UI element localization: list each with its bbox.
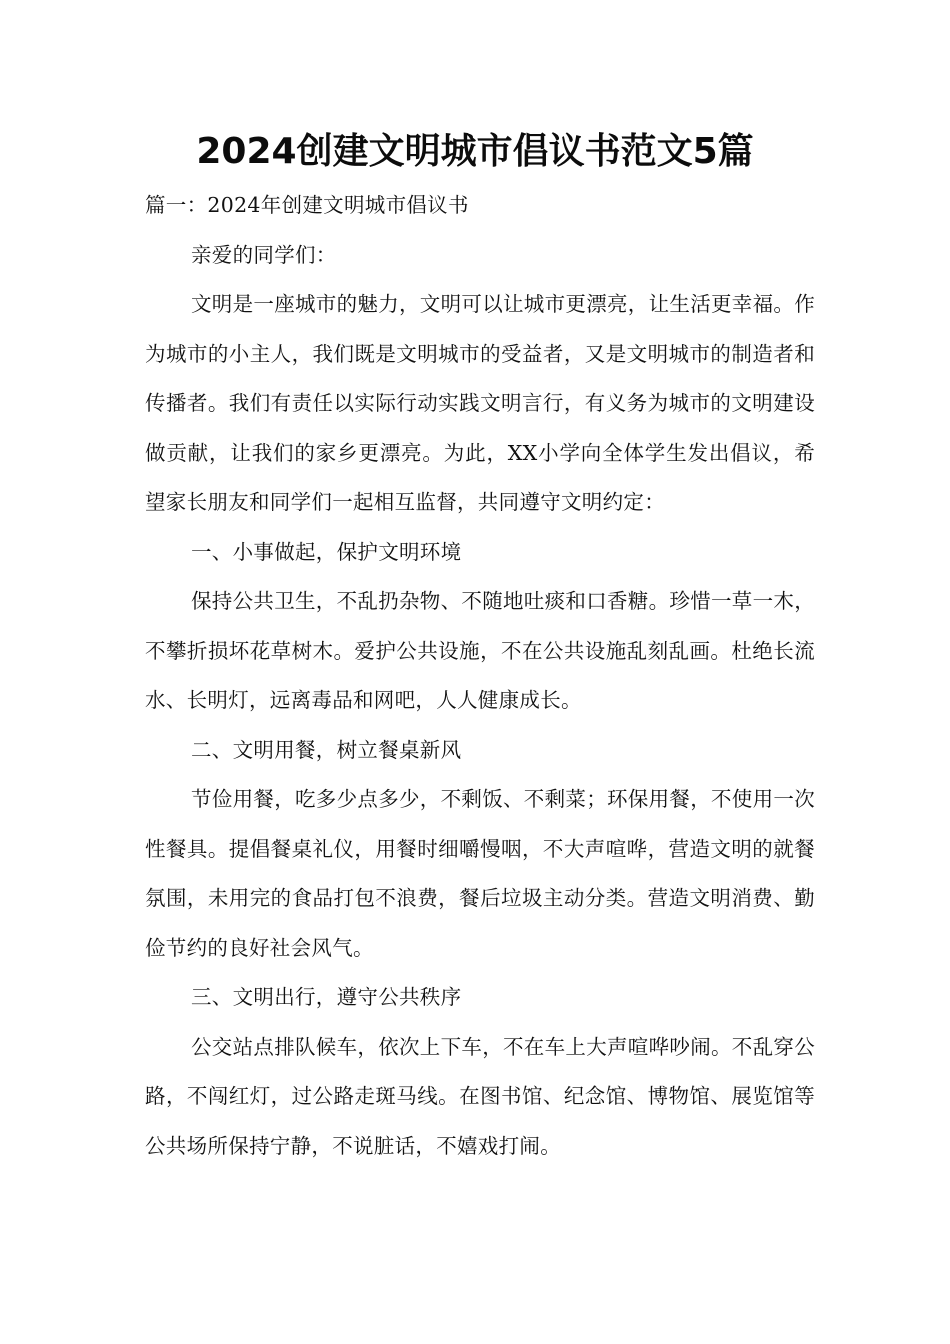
greeting: 亲爱的同学们： [191, 242, 337, 267]
document-body [145, 181, 815, 1171]
heading-three: 三、文明出行，遵守公共秩序 [191, 985, 462, 1009]
paragraph-three: 公交站点排队候车，依次上下车，不在车上大声喧哗吵闹。不乱穿公路，不闯红灯，过公路走斑马线。在图书馆、纪念馆、博物馆、展览馆等公共场所保持宁静，不说脏话，不嬉戏打闹。 [145, 1034, 815, 1158]
paragraph-two: 节俭用餐，吃多少点多少，不剩饭、不剩菜；环保用餐，不使用一次性餐具。提倡餐桌礼仪，用餐时细嚼慢咽，不大声喧哗，营造文明的就餐氛围，未用完的食品打包不浪费，餐后垃圾主动分类。营造文明消费、勤俭节约的良好社会风气。 [145, 787, 815, 960]
document-title: 2024创建文明城市倡议书范文5篇 [196, 131, 754, 172]
paragraph-one: 保持公共卫生，不乱扔杂物、不随地吐痰和口香糖。珍惜一草一木，不攀折损坏花草树木。爱护公共设施，不在公共设施乱刻乱画。杜绝长流水、长明灯，远离毒品和网吧，人人健康成长。 [145, 589, 815, 712]
heading-two: 二、文明用餐，树立餐桌新风 [191, 737, 462, 762]
heading-one: 一、小事做起，保护文明环境 [191, 539, 462, 564]
section-label: 篇一：2024年创建文明城市倡议书 [145, 193, 469, 217]
intro-paragraph: 文明是一座城市的魅力，文明可以让城市更漂亮，让生活更幸福。作为城市的小主人，我们既是文明城市的受益者，又是文明城市的制造者和传播者。我们有责任以实际行动实践文明言行，有义务为城市的文明建设做贡献，让我们的家乡更漂亮。为此，XX小学向全体学生发出倡议，希望家长朋友和同学们一起相互监督，共同遵守文明约定： [145, 292, 815, 514]
